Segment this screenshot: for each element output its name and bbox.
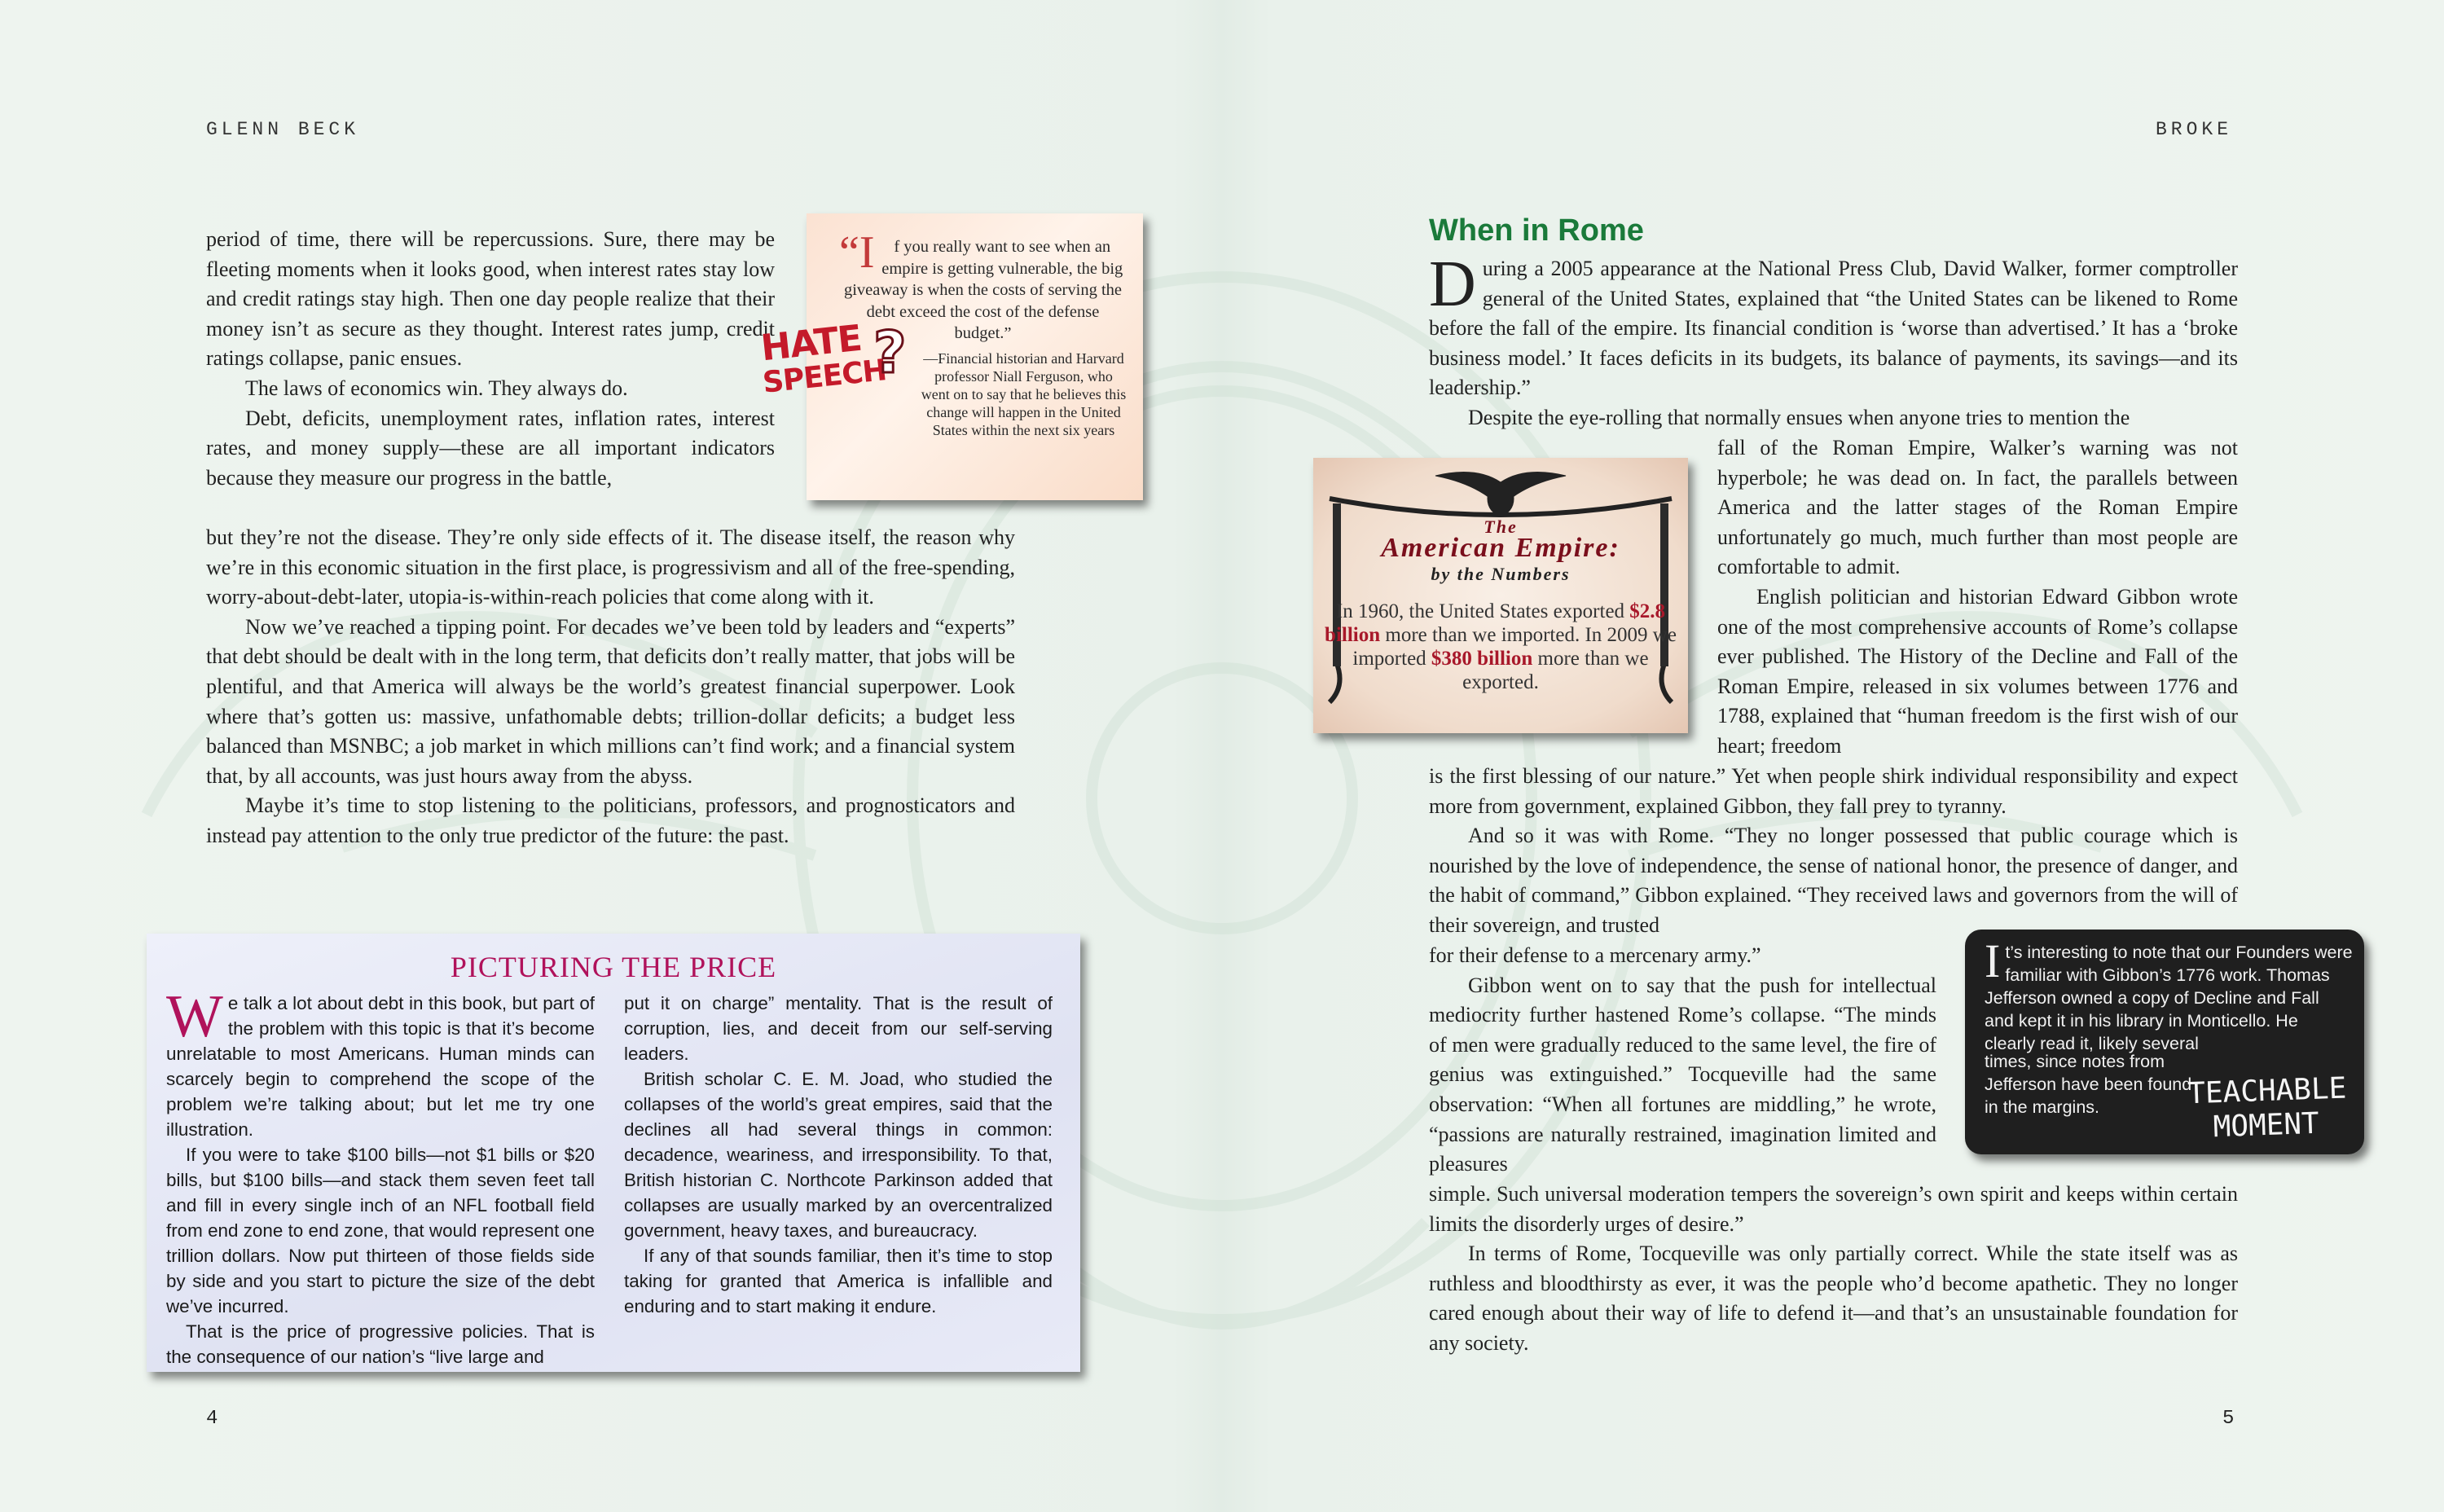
quote-source: —Financial historian and Harvard professor Niall Ferguson, who went on to say that he believes this change will happen in the United States within the next six years [921,349,1127,438]
sidebar-column-1 [166,983,595,1369]
teachable-moment-box [1965,930,2364,1154]
right-narrow-column-1 [1717,433,2238,762]
paragraph: Maybe it’s time to stop listening to the politicians, professors, and prognosticators and instead pay attention to the only true predictor of the future: the past. [206,793,1015,847]
teachable-moment-label: TEACHABLE MOMENT [2187,1071,2347,1145]
paragraph: Debt, deficits, unemployment rates, inflation rates, interest rates, and money supply—these are all important indicators because they measure our progress in the battle, [206,406,775,490]
sidebar-title: PICTURING THE PRICE [450,951,777,983]
empire-title-line-2: American Empire: [1381,533,1620,563]
paragraph: period of time, there will be repercussions. Sure, there may be fleeting moments when it looks good, when interest rates stay low and credit ratings stay high. Then one day people realize that their money isn’t as secure as they thought. Interest rates jump, credit ratings collapse, panic ensues. [206,227,775,371]
badge-line-1: HATE [758,317,864,370]
paragraph: but they’re not the disease. They’re only side effects of it. The disease itself, the reason why we’re in this economic situation in the first place, is progressivism and all of the free-spending, worry-about-debt-later, utopia-is-within-reach policies that come along with it. [206,525,1015,609]
empire-body-b: more than we imported. In 2009 we imported [1352,624,1677,670]
right-bottom-column [1429,1180,2238,1359]
quote-text: f you really want to see when an empire is getting vulnerable, the big giveaway is when the costs of serving the debt exceed the cost of the defense budget.” [843,238,1123,342]
paragraph: uring a 2005 appearance at the National Press Club, David Walker, former comptroller general of the United States, explained that “the United States can be likened to Rome before the fall of the empire. Its financial condition is ‘worse than advertised.’ It has a ‘broke business model.’ It faces deficits in its budgets, its balance of payments, its savings—and its leadership.” [1429,257,2238,400]
paragraph: fall of the Roman Empire, Walker’s warning was not hyperbole; he was dead on. In fact, the parallels between America and the latter stages of the Roman Empire unfortunately go much, much further than most people are comfortable to admit. [1717,436,2238,579]
empire-amount-1: $2.8 billion [1325,600,1666,646]
picturing-the-price-sidebar [147,934,1080,1372]
teachable-text-bottom: times, since notes from Jefferson have been found in the margins. [1985,1052,2192,1117]
paragraph: Now we’ve reached a tipping point. For decades we’ve been told by leaders and “experts” that debt should be dealt with in the long term, that deficits don’t really matter, that jobs will be plentiful, and that America will always be the world’s greatest financial superpower. Look where that’s gotten us: massive, unfathomable debts; trillion-dollar deficits; a budget less balanced than MSNBC; a job market in which millions can’t find work; and a financial system that, by all accounts, was just hours away from the abyss. [206,614,1015,788]
paragraph: The laws of economics win. They always do. [245,376,628,400]
empire-body-a: In 1960, the United States exported [1335,600,1625,622]
running-head-left: GLENN BECK [206,119,360,140]
paragraph: is the first blessing of our nature.” Yet when people shirk individual responsibility and expect more from government, explained Gibbon, they fall prey to tyranny. [1429,764,2238,818]
badge-line-2: SPEECH [761,354,888,400]
paragraph: And so it was with Rome. “They no longer possessed that public courage which is nourished by the love of independence, the sense of national honor, the presence of danger, and the habit of command,” Gibbon explained. “They received laws and governors from the will of their sovereign, and trusted [1429,824,2238,937]
paragraph: In terms of Rome, Tocqueville was only partially correct. While the state itself was as ruthless and bloodthirsty as ever, it was the people who’d become apathetic. They no longer cared enough about their way of life to defend it—and that’s an unsustainable foundation for any society. [1429,1242,2238,1355]
sidebar-column-2 [624,991,1053,1319]
empire-amount-2: $380 billion [1431,648,1533,670]
sidebar-paragraph: put it on charge” mentality. That is the result of corruption, lies, and deceit from our self-serving leaders. [624,993,1053,1064]
running-head-right: BROKE [2156,119,2233,140]
paragraph: English politician and historian Edward Gibbon wrote one of the most comprehensive accounts of Rome’s collapse ever published. The History of the Decline and Fall of the Roman Empire, released in six volumes between 1776 and 1788, explained that “human freedom is the first wish of our heart; freedom [1717,584,2238,758]
empire-body-c: more than we exported. [1462,648,1649,693]
badge-question-mark: ? [873,319,907,386]
drop-cap: D [1429,248,1476,320]
sidebar-paragraph: British scholar C. E. M. Joad, who studied the collapses of the world’s great empires, said that the declines all had several things in common: decadence, weariness, and irresponsibility. To that, British historian C. Northcote Parkinson added that collapses are usually marked by an overcentralized government, heavy taxes, and bureaucracy. [624,1069,1053,1241]
sidebar-paragraph: That is the price of progressive policies. That is the consequence of our nation’s “live large and [166,1321,595,1367]
american-empire-card [1313,458,1688,733]
sidebar-drop-cap: W [166,983,223,1050]
paragraph: for their defense to a mercenary army.” [1429,943,1761,967]
paragraph: Despite the eye-rolling that normally ensues when anyone tries to mention the [1468,405,2130,429]
right-mid-column [1429,762,2238,941]
quote-drop-cap: “I [839,227,875,278]
empire-title-line-1: The [1484,516,1518,537]
hate-speech-badge [758,319,908,409]
empire-body [1321,600,1680,694]
sidebar-paragraph: e talk a lot about debt in this book, but part of the problem with this topic is that it’s become unrelatable to most Americans. Human minds can scarcely begin to comprehend the scope of the problem we’re talking about; but let me try one illustration. [166,993,595,1140]
left-wide-column [206,523,1015,851]
empire-title-line-3: by the Numbers [1431,564,1571,584]
paragraph: simple. Such universal moderation tempers the sovereign’s own spirit and keeps within certain limits the disorderly urges of desire.” [1429,1182,2238,1236]
page-number-right: 5 [2222,1408,2235,1430]
right-top-column [1429,248,2238,433]
right-narrow-column-2 [1429,941,1936,1180]
teachable-text-top: t’s interesting to note that our Founders were familiar with Gibbon’s 1776 work. Thomas Jefferson owned a copy of Decline and Fall and kept it in his library in Monticello. He clearly read it, likely several [1985,943,2353,1053]
page-number-left: 4 [206,1408,218,1430]
teachable-drop-cap: I [1985,934,2001,987]
section-title: When in Rome [1429,213,1644,248]
left-narrow-column [206,225,775,493]
sidebar-paragraph: If you were to take $100 bills—not $1 bills or $20 bills, but $100 bills—and stack them seven feet tall and fill in every single inch of an NFL football field from end zone to end zone, that would represent one trillion dollars. Now put thirteen of those fields side by side and you start to picture the size of the debt we’ve incurred. [166,1145,595,1316]
paragraph: Gibbon went on to say that the push for intellectual mediocrity further hastened Rome’s collapse. “The minds of men were gradually reduced to the same level, the fire of genius was extinguished.” Tocqueville had the same observation: “When all fortunes are middling,” he wrote, “passions are naturally restrained, imagination limited and pleasures [1429,973,1936,1176]
sidebar-paragraph: If any of that sounds familiar, then it’s time to stop taking for granted that America is infallible and enduring and to start making it endure. [624,1246,1053,1316]
